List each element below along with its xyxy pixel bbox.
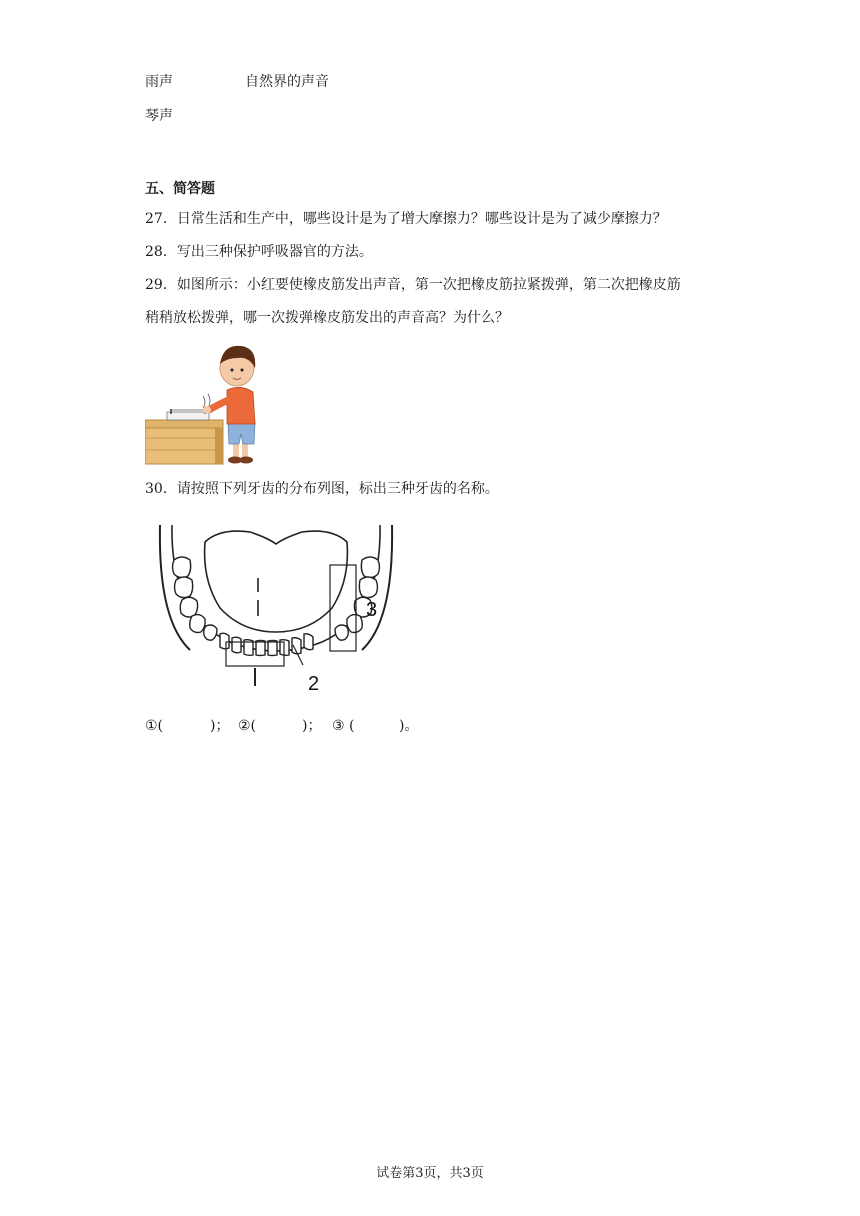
teeth-label-2: 2 [308,673,320,695]
section-heading-short-answer: 五、简答题 [145,181,215,197]
teeth-distribution-diagram [150,520,400,695]
match-right-nature: 自然界的声音 [245,74,329,90]
answer-3-open: ③ ( [332,718,355,734]
boy-plucking-rubber-band-illustration [145,338,260,468]
answer-3-close: )。 [399,718,419,734]
page-footer: 试卷第3页，共3页 [376,1166,484,1181]
question-30: 30．请按照下列牙齿的分布列图，标出三种牙齿的名称。 [145,481,499,497]
question-27: 27．日常生活和生产中，哪些设计是为了增大摩擦力？哪些设计是为了减少摩擦力？ [145,211,667,227]
question-29-line2: 稍稍放松拨弹，哪一次拨弹橡皮筋发出的声音高？为什么？ [145,310,509,326]
answer-1-open: ①( [145,718,164,734]
teeth-label-3: 3 [366,599,378,621]
question-28: 28．写出三种保护呼吸器官的方法。 [145,244,373,260]
answer-2-open: ②( [238,718,257,734]
answer-1-close: )； [210,718,230,734]
answer-2-close: )； [302,718,322,734]
question-29-line1: 29．如图所示：小红要使橡皮筋发出声音，第一次把橡皮筋拉紧拨弹，第二次把橡皮筋 [145,277,681,293]
match-left-rain: 雨声 [145,74,173,90]
match-left-piano: 琴声 [145,108,173,124]
